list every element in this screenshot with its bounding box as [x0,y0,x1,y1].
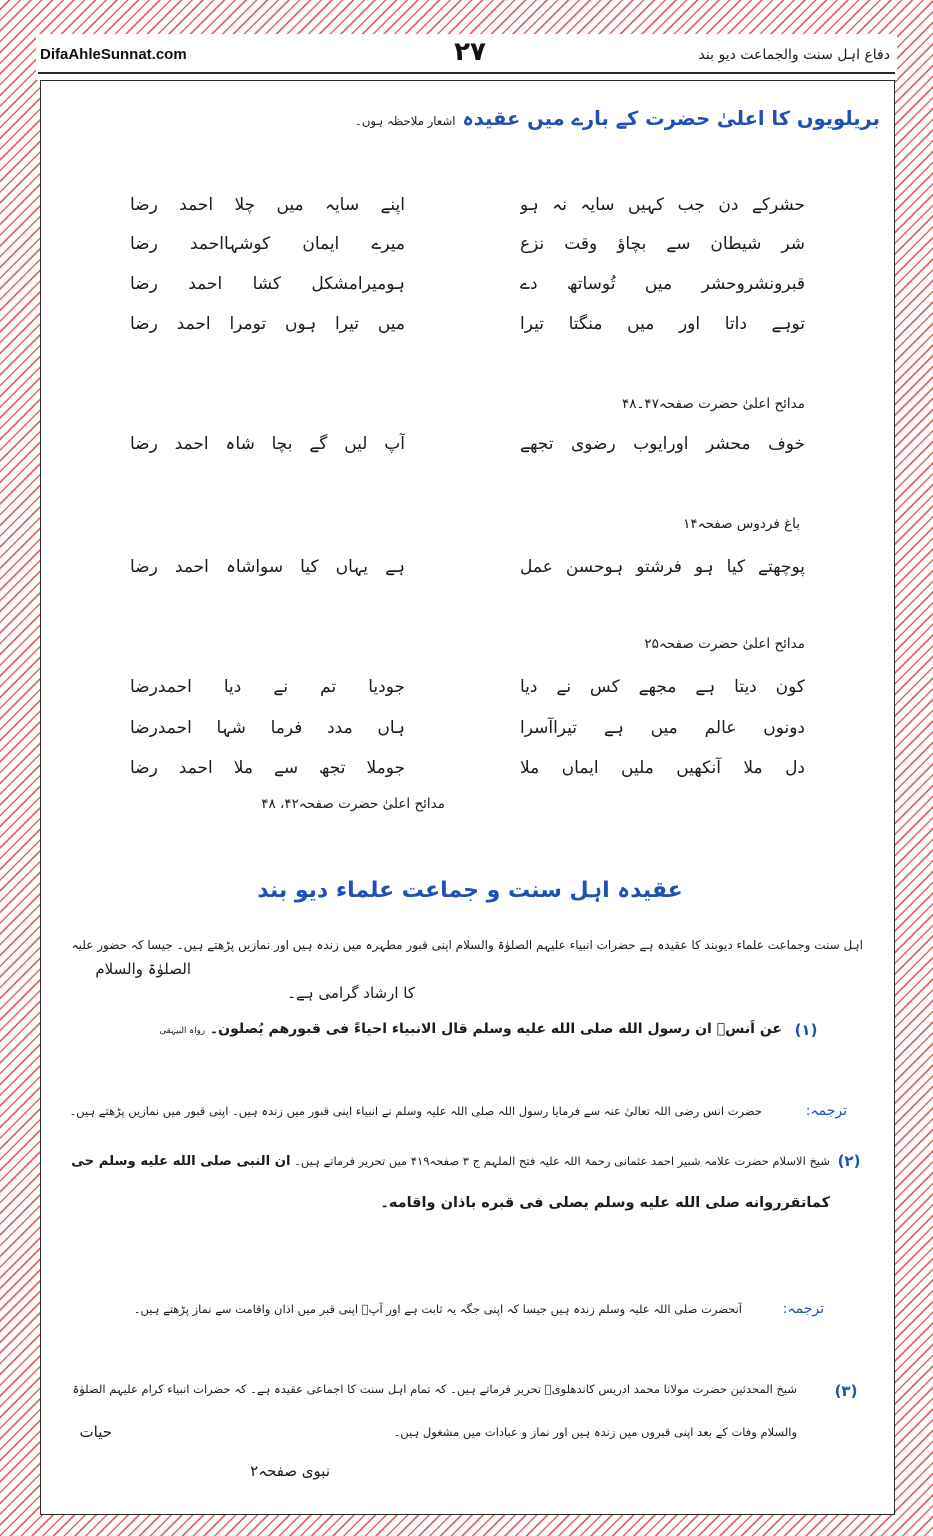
couplet-first-line: حشرکے دن جب کہیں سایہ نہ ہو [520,195,805,215]
site-name: DifaAhleSunnat.com [40,46,187,63]
translation-text: آنحضرت صلی اللہ علیہ وسلم زندہ ہیں جیسا کہ اپنی جگہ یہ ثابت ہے اور آپؐ اپنی قبر میں اذان واقامت سے نماز پڑھتے ہیں۔ [133,1302,742,1316]
proof-number: (۳) [834,1382,858,1400]
header-divider [38,72,895,74]
intro-paragraph-line: اہل سنت وجماعت علماء دیوبند کا عقیدہ ہے حضرات انبیاء علیہم الصلوٰۃ والسلام اپنی قبور مطہرہ میں زندہ ہیں اور نمازیں پڑھتے ہیں۔ جیسا کہ حضور علیہ [71,938,863,952]
couplet-second-line: میرے ایمان کوشہااحمد رضا [130,234,405,254]
barelvi-heading [330,100,880,138]
hadith-arabic: عن اَنسؓ ان رسول الله صلی الله علیه وسلم قال الانبیاء احیاءً فی قبورهم یُصلون۔ [209,1021,782,1037]
translation-label: ترجمہ: [805,1103,847,1119]
proof-text-line: شیخ المحدثین حضرت مولانا محمد ادریس کاندھلویؒ تحریر فرماتے ہیں۔ کہ تمام اہل سنت کا اجماعی عقیدہ ہے۔ کہ حضرات انبیاء کرام علیہم الصلوٰۃ [72,1382,797,1396]
translation-label: ترجمہ: [782,1301,824,1317]
couplet-second-line: میں تیرا ہوں تومرا احمد رضا [130,314,405,334]
book-title: دفاع اہل سنت والجماعت دیو بند [698,47,890,63]
couplet-second-line: ہاں مدد فرما شہا احمدرضا [130,718,405,738]
couplet-first-line: کون دیتا ہے مجھے کس نے دیا [520,677,805,697]
couplet-second-line: اپنے سایہ میں چلا احمد رضا [130,195,405,215]
verse-reference: مدائح اعلیٰ حضرت صفحہ۴۲، ۴۸ [261,796,445,812]
couplet-second-line: جودیا تم نے دیا احمدرضا [130,677,405,697]
translation-text: حضرت انس رضی اللہ تعالیٰ عنہ سے فرمایا رسول اللہ صلی اللہ علیہ وسلم نے انبیاء اپنی قبور میں زندہ ہیں۔ اپنی قبور میں نمازیں پڑھتے ہیں۔ [69,1104,762,1118]
couplet-second-line: آپ لیں گے بچا شاہ احمد رضا [130,434,405,454]
deobandi-heading: عقیدہ اہل سنت و جماعت علماء دیو بند [257,878,683,903]
proof-arabic-continued: کماتقرروانه صلی الله علیه وسلم یصلی فی قبره باذان واقامه۔ [380,1195,830,1211]
hadith-source: رواہ البیہقی [159,1026,206,1036]
proof-reference: نبوی صفحہ۲ [250,1462,330,1480]
proof-arabic-text: ان النبی صلی الله علیه وسلم حی [71,1154,291,1169]
verse-reference: مدائح اعلیٰ حضرت صفحہ۲۵ [644,636,805,652]
verse-reference: باغ فردوس صفحہ۱۴ [683,516,800,532]
proof-number: (۲) [837,1152,861,1170]
intro-paragraph-line: الصلوٰۃ والسلام [95,960,191,978]
couplet-first-line: قبرونشروحشر میں تُوساتھ دے [520,274,805,294]
proof-trailing-word: حیات [79,1423,112,1441]
proof-text-line: والسلام وفات کے بعد اپنی قبروں میں زندہ ہیں اور نماز و عبادات میں مشغول ہیں۔ [393,1425,797,1439]
couplet-second-line: ہے یہاں کیا سواشاہ احمد رضا [130,557,405,577]
couplet-second-line: ہومیرامشکل کشا احمد رضا [130,274,405,294]
heading-note: اشعار ملاحظہ ہوں۔ [355,114,456,128]
couplet-second-line: جوملا تجھ سے ملا احمد رضا [130,758,405,778]
couplet-first-line: شر شیطان سے بچاؤ وقت نزع [520,234,805,254]
couplet-first-line: خوف محشر اورایوب رضوی تجھے [520,434,805,454]
verse-reference: مدائح اعلیٰ حضرت صفحہ۴۷۔۴۸ [621,396,805,412]
proof-urdu-text: شیخ الاسلام حضرت علامہ شبیر احمد عثمانی رحمۃ اللہ علیہ فتح الملہم ج ۳ صفحہ۴۱۹ میں تحریر فرماتے ہیں۔ [294,1154,830,1168]
intro-paragraph-line: کا ارشاد گرامی ہے۔ [287,984,415,1002]
proof-text-line [62,1145,830,1177]
proof-number: (۱) [794,1021,818,1039]
couplet-first-line: دل ملا آنکھیں ملیں ایماں ملا [520,758,805,778]
couplet-first-line: دونوں عالم میں ہے تیراآسرا [520,718,805,738]
couplet-first-line: توہے داتا اور میں منگتا تیرا [520,314,805,334]
hadith-text [150,1012,782,1046]
couplet-first-line: پوچھتے کیا ہو فرشتو ہوحسن عمل [520,557,805,577]
page-number: ۲۷ [454,37,486,67]
heading-text: بریلویوں کا اعلیٰ حضرت کے بارے میں عقیدہ [462,107,880,130]
